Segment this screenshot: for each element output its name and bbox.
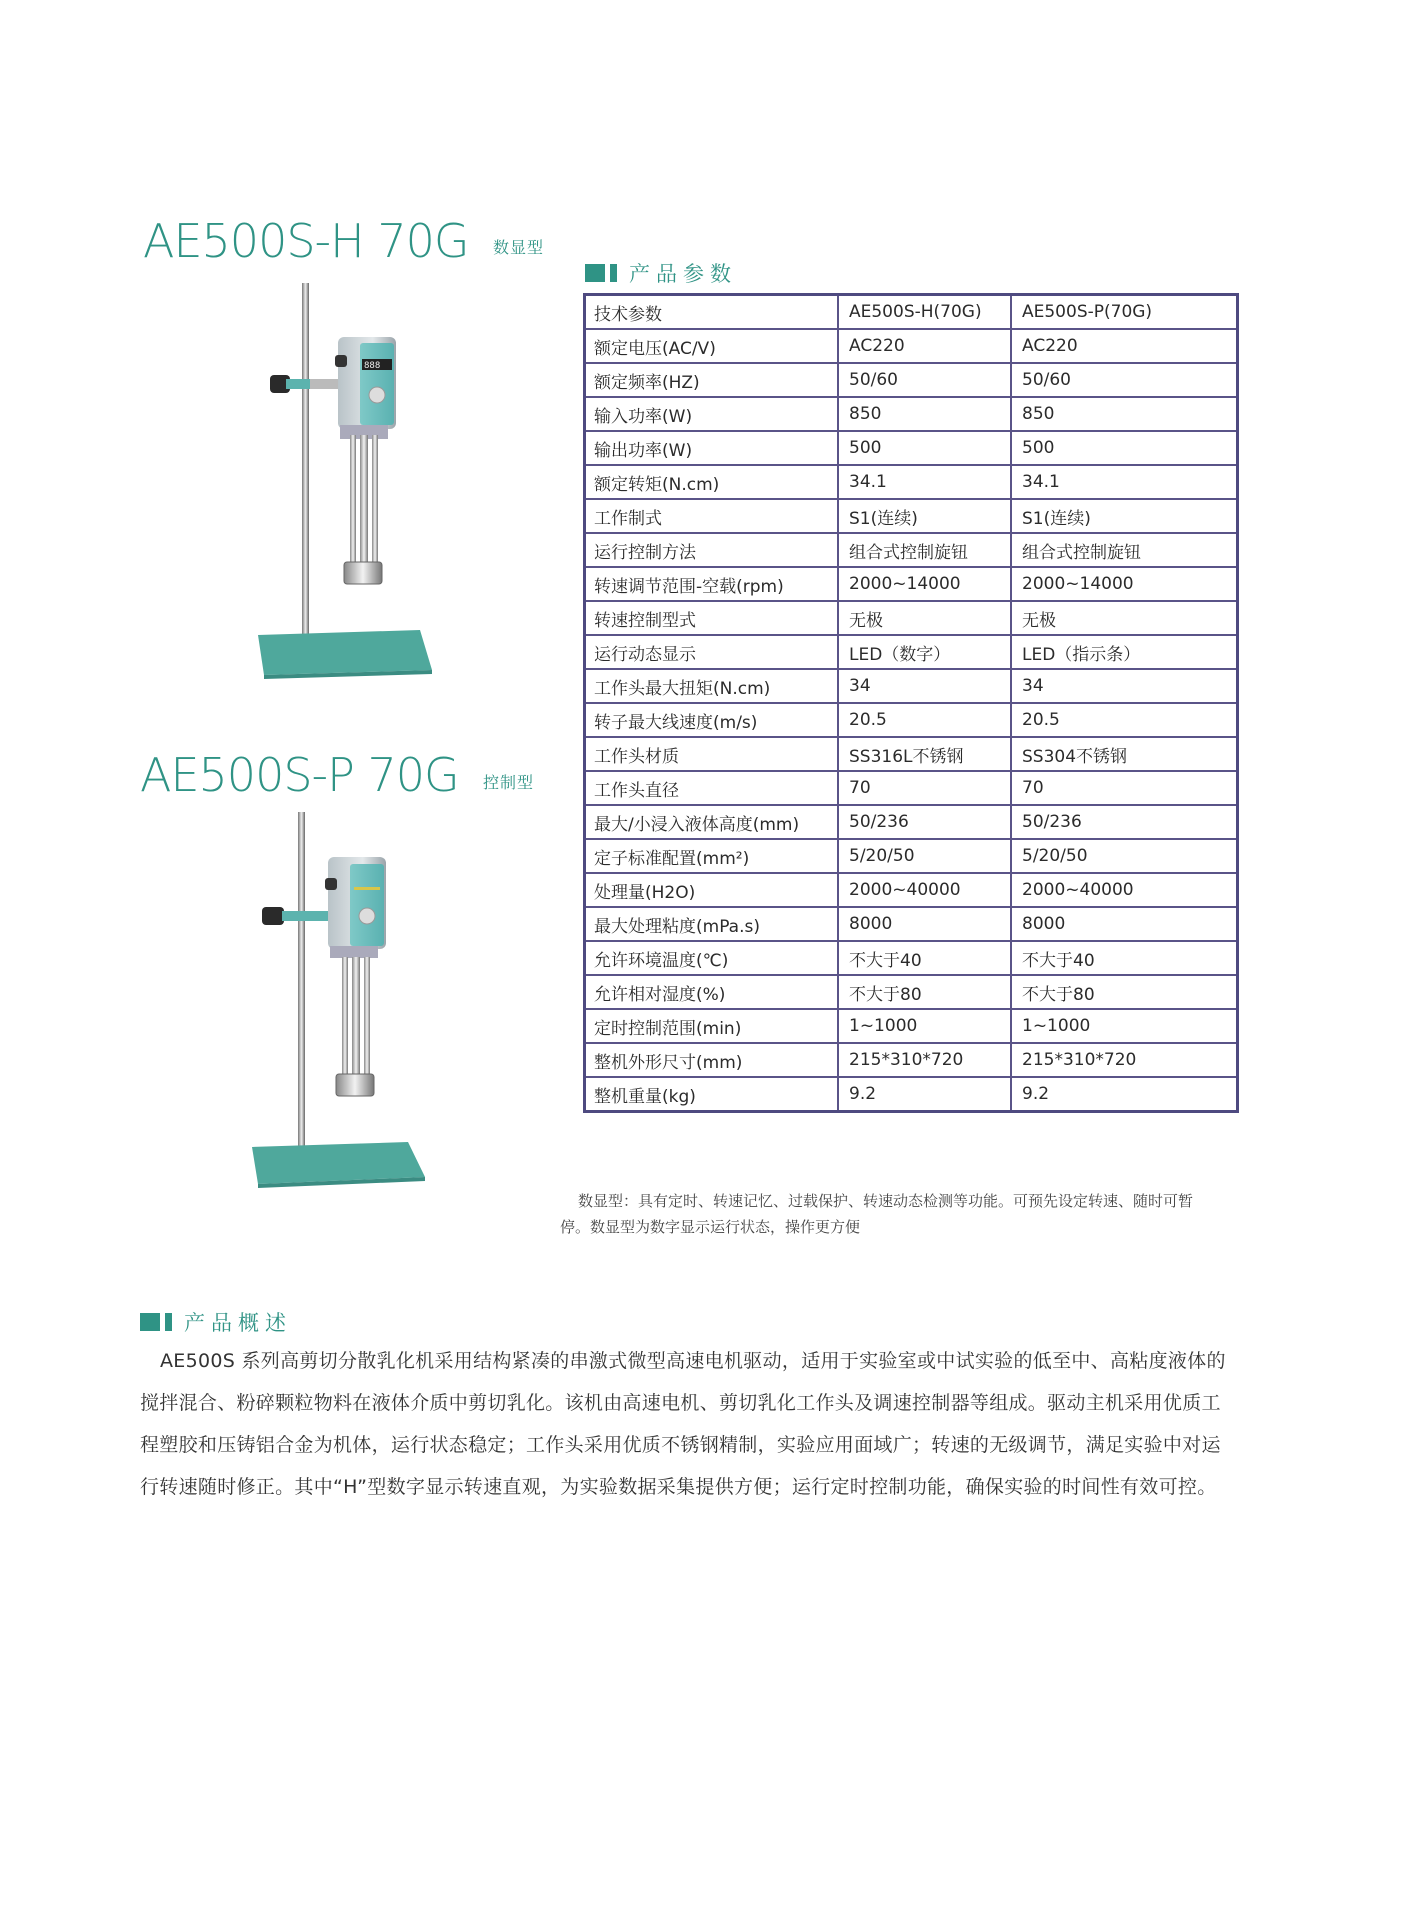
heading-square-icon [140,1313,160,1331]
spec-param-name: 定子标准配置(mm²) [585,839,839,873]
spec-value-model-p: 20.5 [1011,703,1238,737]
spec-table-row [585,839,1238,873]
heading-square-icon [585,264,605,282]
spec-value-model-p: 1~1000 [1011,1009,1238,1043]
spec-param-name: 允许环境温度(℃) [585,941,839,975]
spec-param-name: 最大/小浸入液体高度(mm) [585,805,839,839]
spec-value-model-h: S1(连续) [838,499,1011,533]
spec-param-name: 转速控制型式 [585,601,839,635]
spec-value-model-p: 9.2 [1011,1077,1238,1112]
spec-table-row [585,703,1238,737]
spec-table-row [585,363,1238,397]
spec-param-name: 工作头最大扭矩(N.cm) [585,669,839,703]
spec-value-model-h: SS316L不锈钢 [838,737,1011,771]
spec-value-model-h: 70 [838,771,1011,805]
spec-table-row [585,499,1238,533]
spec-value-model-p: 215*310*720 [1011,1043,1238,1077]
spec-value-model-h: 9.2 [838,1077,1011,1112]
spec-value-model-p: 5/20/50 [1011,839,1238,873]
spec-param-name: 转子最大线速度(m/s) [585,703,839,737]
spec-table-row [585,635,1238,669]
spec-value-model-h: 50/60 [838,363,1011,397]
spec-table-row [585,1043,1238,1077]
spec-value-model-h: 不大于80 [838,975,1011,1009]
spec-note: 数显型：具有定时、转速记忆、过载保护、转速动态检测等功能。可预先设定转速、随时可暂停。数显型为数字显示运行状态，操作更方便 [560,1192,1194,1236]
spec-param-name: 运行控制方法 [585,533,839,567]
spec-section-title: 产品参数 [629,262,737,286]
spec-value-model-h: 215*310*720 [838,1043,1011,1077]
spec-table-row [585,941,1238,975]
spec-value-model-p: 2000~40000 [1011,873,1238,907]
spec-table-row [585,669,1238,703]
spec-header-param: 技术参数 [585,295,839,330]
spec-param-name: 额定转矩(N.cm) [585,465,839,499]
spec-param-name: 定时控制范围(min) [585,1009,839,1043]
spec-param-name: 工作头直径 [585,771,839,805]
spec-value-model-p: 850 [1011,397,1238,431]
svg-text:888: 888 [364,361,381,371]
spec-table-row [585,907,1238,941]
spec-value-model-p: 组合式控制旋钮 [1011,533,1238,567]
overview-section-heading [140,1307,292,1337]
spec-table-row [585,975,1238,1009]
spec-param-name: 输出功率(W) [585,431,839,465]
product-p-type-label: 控制型 [483,773,535,792]
product-h-model-title: AE500S-H 70G [143,214,469,268]
spec-value-model-h: 850 [838,397,1011,431]
product-p-image [240,812,490,1192]
spec-value-model-h: 5/20/50 [838,839,1011,873]
overview-section-title: 产品概述 [184,1311,292,1335]
spec-section-heading [585,258,737,288]
spec-table-row [585,397,1238,431]
spec-value-model-h: 不大于40 [838,941,1011,975]
spec-value-model-h: 8000 [838,907,1011,941]
spec-value-model-h: 无极 [838,601,1011,635]
spec-header-model-p: AE500S-P(70G) [1011,295,1238,330]
spec-param-name: 运行动态显示 [585,635,839,669]
overview-paragraph: AE500S 系列高剪切分散乳化机采用结构紧凑的串激式微型高速电机驱动，适用于实验室或中试实验的低至中、高粘度液体的搅拌混合、粉碎颗粒物料在液体介质中剪切乳化。该机由高速电机、剪切乳化工作头及调速控制器等组成。驱动主机采用优质工程塑胶和压铸铝合金为机体，运行状态稳定；工作头采用优质不锈钢精制，实验应用面域广；转速的无级调节，满足实验中对运行转速随时修正。其中“H”型数字显示转速直观，为实验数据采集提供方便；运行定时控制功能，确保实验的时间性有效可控。 [140,1350,1226,1498]
spec-param-name: 工作头材质 [585,737,839,771]
product-h-type-label: 数显型 [493,238,545,257]
spec-value-model-h: LED（数字） [838,635,1011,669]
spec-value-model-p: 50/236 [1011,805,1238,839]
spec-param-name: 处理量(H2O) [585,873,839,907]
spec-table-row [585,567,1238,601]
spec-value-model-p: 无极 [1011,601,1238,635]
spec-value-model-p: 8000 [1011,907,1238,941]
spec-param-name: 允许相对湿度(%) [585,975,839,1009]
spec-value-model-p: LED（指示条） [1011,635,1238,669]
spec-value-model-p: AC220 [1011,329,1238,363]
spec-value-model-h: 34.1 [838,465,1011,499]
spec-table-row [585,329,1238,363]
heading-bar-icon [165,1313,172,1331]
spec-table-row [585,805,1238,839]
spec-value-model-h: 1~1000 [838,1009,1011,1043]
spec-value-model-h: 34 [838,669,1011,703]
spec-table-row [585,1077,1238,1112]
spec-value-model-p: 2000~14000 [1011,567,1238,601]
spec-header-model-h: AE500S-H(70G) [838,295,1011,330]
spec-value-model-h: 20.5 [838,703,1011,737]
spec-table-row [585,465,1238,499]
spec-param-name: 整机重量(kg) [585,1077,839,1112]
spec-value-model-h: 2000~14000 [838,567,1011,601]
spec-param-name: 转速调节范围-空载(rpm) [585,567,839,601]
spec-value-model-p: 不大于80 [1011,975,1238,1009]
spec-value-model-p: 500 [1011,431,1238,465]
spec-table-row [585,771,1238,805]
spec-value-model-h: 2000~40000 [838,873,1011,907]
heading-bar-icon [610,264,617,282]
spec-value-model-p: SS304不锈钢 [1011,737,1238,771]
spec-param-name: 输入功率(W) [585,397,839,431]
spec-value-model-h: 组合式控制旋钮 [838,533,1011,567]
product-p-model-title: AE500S-P 70G [140,748,459,802]
spec-value-model-p: 不大于40 [1011,941,1238,975]
spec-table-row [585,873,1238,907]
spec-value-model-h: 500 [838,431,1011,465]
spec-table-header-row [585,295,1238,330]
spec-table [583,293,1239,1113]
spec-param-name: 额定电压(AC/V) [585,329,839,363]
spec-table-row [585,1009,1238,1043]
spec-table-row [585,601,1238,635]
spec-value-model-p: S1(连续) [1011,499,1238,533]
spec-param-name: 整机外形尺寸(mm) [585,1043,839,1077]
spec-value-model-h: AC220 [838,329,1011,363]
spec-value-model-h: 50/236 [838,805,1011,839]
spec-param-name: 最大处理粘度(mPa.s) [585,907,839,941]
spec-param-name: 工作制式 [585,499,839,533]
spec-param-name: 额定频率(HZ) [585,363,839,397]
spec-value-model-p: 34.1 [1011,465,1238,499]
product-h-image [250,275,500,695]
spec-table-row [585,737,1238,771]
spec-table-row [585,533,1238,567]
spec-value-model-p: 34 [1011,669,1238,703]
spec-value-model-p: 50/60 [1011,363,1238,397]
spec-value-model-p: 70 [1011,771,1238,805]
spec-table-row [585,431,1238,465]
